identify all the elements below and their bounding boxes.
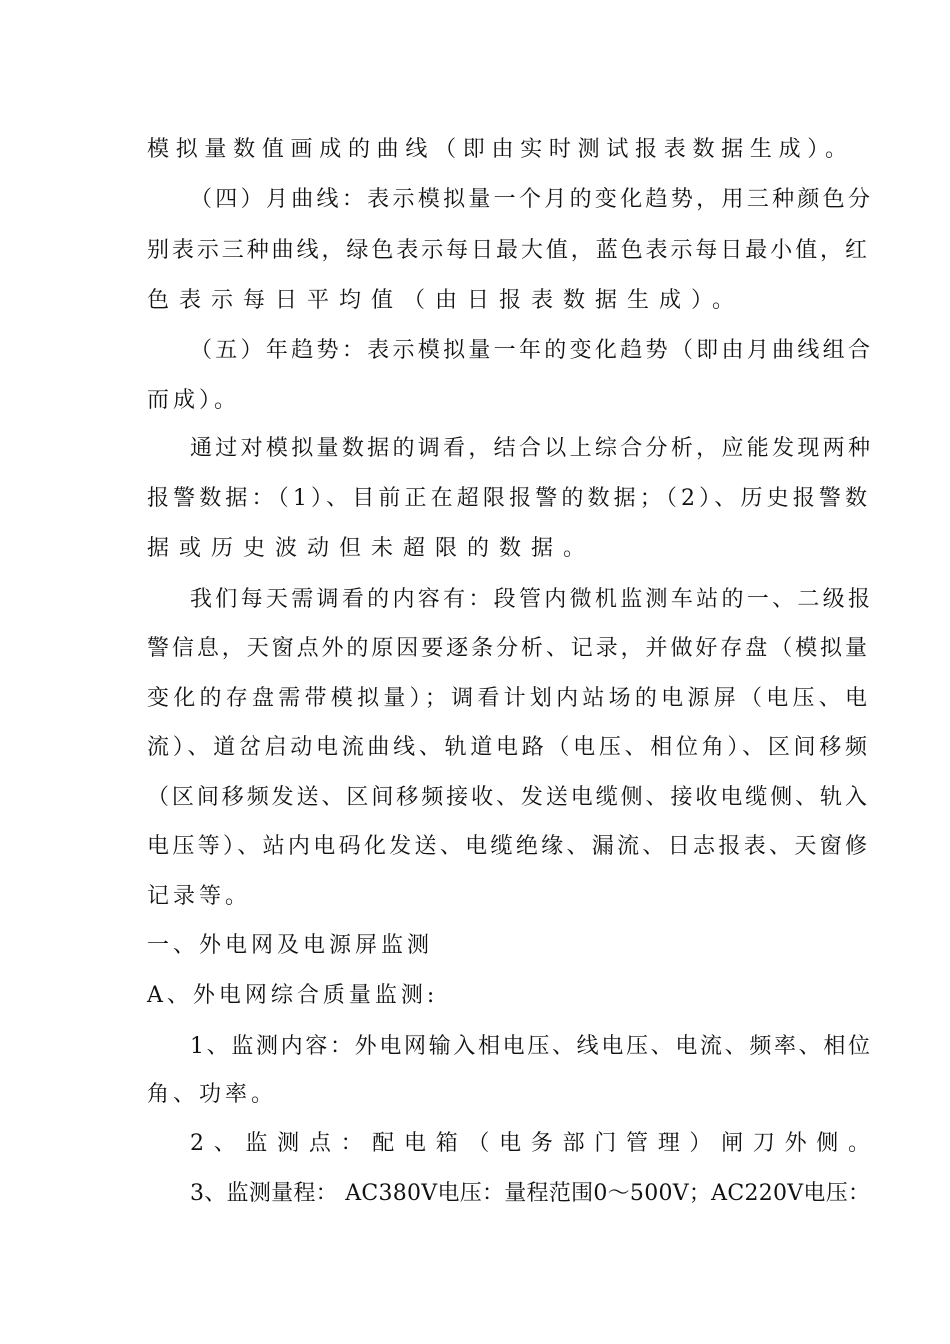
- text-line-3: 别表示三种曲线，绿色表示每日最大值，蓝色表示每日最小值，红: [147, 238, 870, 263]
- text-line-9: 据或历史波动但未超限的数据。: [147, 536, 596, 561]
- text-line-2: （四）月曲线：表示模拟量一个月的变化趋势，用三种颜色分: [190, 187, 874, 212]
- subsection-heading: A、外电网综合质量监测:: [147, 983, 439, 1008]
- text-line-19: 1、监测内容：外电网输入相电压、线电压、电流、频率、相位: [190, 1034, 873, 1059]
- text-line-8: 报警数据：（1）、目前正在超限报警的数据；（2）、历史报警数: [147, 486, 872, 511]
- text-line-20: 角、功率。: [147, 1082, 278, 1107]
- text-line-5: （五）年趋势：表示模拟量一年的变化趋势（即由月曲线组合: [190, 338, 874, 363]
- text-line-16: 记录等。: [147, 884, 252, 909]
- text-line-10: 我们每天需调看的内容有：段管内微机监测车站的一、二级报: [190, 587, 874, 612]
- text-line-13: 流）、道岔启动电流曲线、轨道电路（电压、相位角）、区间移频: [147, 735, 871, 760]
- text-line-7: 通过对模拟量数据的调看，结合以上综合分析，应能发现两种: [190, 436, 874, 461]
- section-heading: 一、外电网及电源屏监测: [147, 933, 434, 958]
- text-line-12: 变化的存盘需带模拟量）；调看计划内站场的电源屏（电压、电: [147, 686, 872, 711]
- text-line-15: 电压等）、站内电码化发送、电缆绝缘、漏流、日志报表、天窗修: [147, 834, 871, 859]
- text-line-21: 2、监测点：配电箱（电务部门管理）闸刀外侧。: [190, 1131, 880, 1156]
- text-line-22: 3、监测量程： AC380V电压：量程范围0～500V；AC220V电压：: [190, 1181, 871, 1206]
- text-line-1: 模拟量数值画成的曲线（即由实时测试报表数据生成）。: [147, 137, 854, 162]
- text-line-4: 色表示每日平均值（由日报表数据生成）。: [147, 288, 745, 313]
- text-line-14: （区间移频发送、区间移频接收、发送电缆侧、接收电缆侧、轨入: [147, 785, 870, 810]
- text-line-6: 而成）。: [147, 388, 241, 413]
- text-line-11: 警信息，天窗点外的原因要逐条分析、记录，并做好存盘（模拟量: [147, 636, 870, 661]
